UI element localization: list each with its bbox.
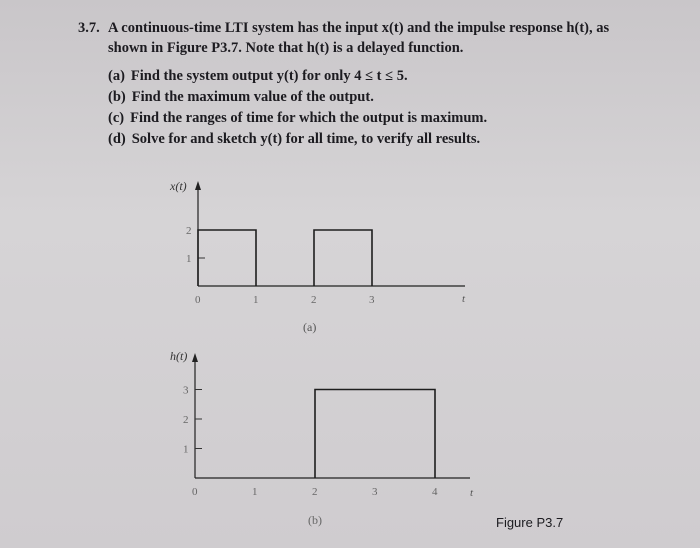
y-tick-label: 3: [183, 384, 189, 397]
x-tick-label: 2: [312, 486, 318, 498]
x-axis-label: t: [470, 487, 474, 499]
y-tick-label: 2: [186, 225, 192, 237]
part-label: (a): [108, 68, 125, 84]
part-label: (d): [108, 131, 126, 147]
part-text: Find the ranges of time for which the output is maximum.: [130, 110, 488, 126]
figure-caption: Figure P3.7: [496, 515, 564, 530]
y-axis-arrow: [192, 353, 198, 362]
pulse: [198, 230, 256, 286]
part-text: Find the maximum value of the output.: [131, 89, 374, 105]
part-label: (b): [108, 89, 126, 105]
pulse: [314, 230, 372, 286]
subcaption-b: (b): [308, 513, 322, 527]
x-tick-label: 2: [311, 294, 317, 306]
y-tick-label: 2: [183, 414, 189, 426]
x-tick-label: 3: [369, 294, 375, 306]
part-text: Find the system output y(t) for only 4 ≤ t ≤ 5.: [130, 68, 408, 84]
part-text: Solve for and sketch y(t) for all time, to verify all results.: [131, 131, 481, 147]
y-axis-arrow: [195, 181, 201, 190]
figure-b: [170, 349, 474, 527]
y-axis-label: x(t): [170, 179, 187, 193]
x-tick-label: 3: [372, 486, 378, 498]
figure-a: [169, 179, 466, 334]
y-tick-label: 1: [186, 253, 192, 265]
x-axis-label: t: [462, 293, 466, 305]
statement-line-2: shown in Figure P3.7. Note that h(t) is a delayed function.: [108, 40, 464, 56]
y-tick-label: 1: [183, 443, 189, 456]
pulse: [315, 390, 435, 479]
x-tick-label: 1: [252, 486, 258, 498]
subcaption-a: (a): [303, 320, 317, 334]
problem-number: 3.7.: [78, 20, 100, 36]
y-axis-label: h(t): [170, 349, 188, 363]
x-tick-label: 4: [432, 486, 438, 498]
x-tick-label: 1: [253, 294, 259, 306]
part-label: (c): [108, 110, 125, 126]
x-tick-label: 0: [192, 486, 198, 498]
x-tick-label: 0: [195, 294, 201, 306]
statement-line-1: A continuous-time LTI system has the input x(t) and the impulse response h(t), as: [108, 20, 610, 36]
